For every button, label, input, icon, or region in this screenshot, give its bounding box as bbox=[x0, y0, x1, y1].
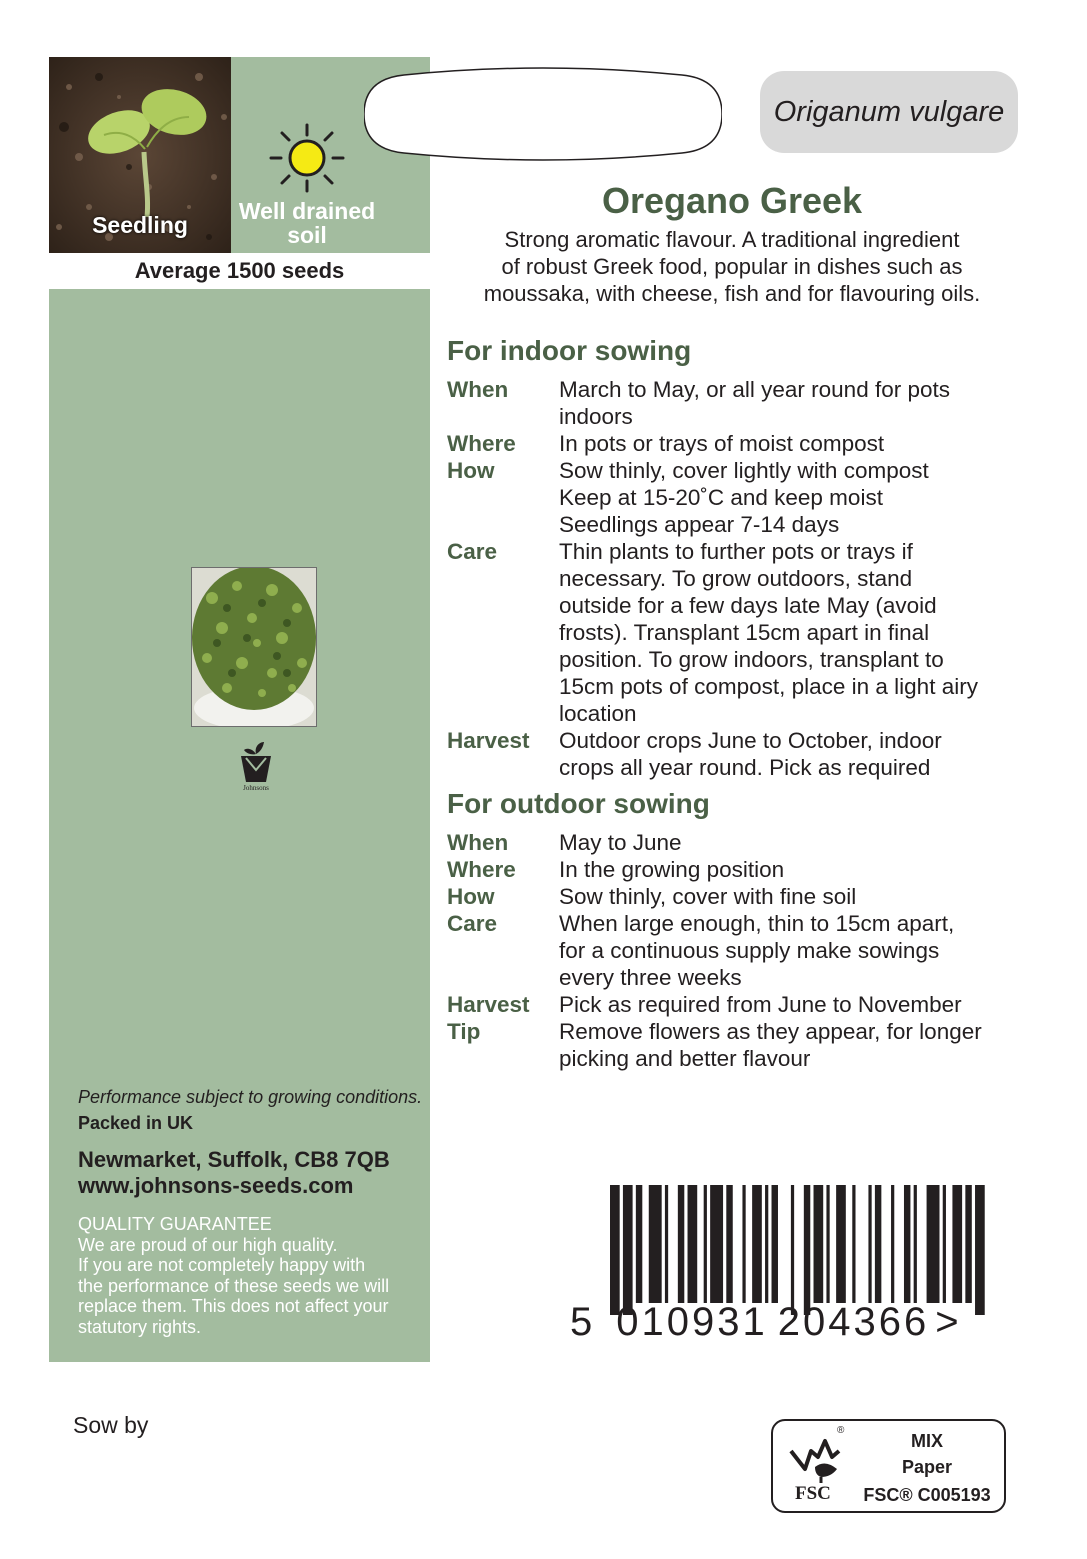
barcode-end-mark: > bbox=[935, 1300, 959, 1344]
row-line: outside for a few days late May (avoid bbox=[559, 593, 937, 618]
barcode-bar bbox=[678, 1185, 684, 1303]
fsc-certification bbox=[771, 1419, 1006, 1513]
fsc-code: FSC® C005193 bbox=[863, 1485, 991, 1505]
barcode-bar bbox=[610, 1185, 620, 1315]
barcode-bar bbox=[742, 1185, 745, 1303]
indoor-row-where bbox=[447, 430, 1027, 457]
guarantee-line: the performance of these seeds we will bbox=[78, 1275, 390, 1296]
outdoor-row-care bbox=[447, 910, 1027, 991]
barcode-bar bbox=[914, 1185, 917, 1303]
performance-note: Performance subject to growing conditions. bbox=[78, 1087, 423, 1107]
row-line: indoors bbox=[559, 404, 633, 429]
barcode-bar bbox=[791, 1185, 794, 1315]
row-key: Where bbox=[447, 857, 516, 882]
soil-label-line1: Well drained bbox=[238, 198, 376, 224]
barcode-bar bbox=[965, 1185, 971, 1303]
barcode-bar bbox=[710, 1185, 723, 1303]
barcode-bar bbox=[772, 1185, 778, 1303]
indoor-sowing-table bbox=[447, 376, 1027, 781]
row-line: crops all year round. Pick as required bbox=[559, 755, 931, 780]
guarantee-title: QUALITY GUARANTEE bbox=[78, 1214, 272, 1234]
product-title: Oregano Greek bbox=[601, 180, 863, 221]
row-value bbox=[559, 727, 1027, 781]
row-value bbox=[559, 910, 1027, 991]
barcode-bar bbox=[688, 1185, 698, 1303]
johnsons-logo-text: Johnsons bbox=[243, 784, 269, 792]
row-value bbox=[559, 457, 1027, 538]
row-key: Care bbox=[447, 911, 498, 936]
row-line: necessary. To grow outdoors, stand bbox=[559, 566, 913, 591]
barcode-group-2: 204366 bbox=[777, 1300, 930, 1344]
plant-photo bbox=[191, 567, 317, 727]
address: Newmarket, Suffolk, CB8 7QB bbox=[78, 1147, 390, 1172]
barcode-first-digit: 5 bbox=[570, 1300, 593, 1344]
row-line: March to May, or all year round for pots bbox=[559, 377, 950, 402]
intro-line: moussaka, with cheese, fish and for flavouring oils. bbox=[483, 281, 981, 306]
indoor-row-care bbox=[447, 538, 1027, 727]
sun-icon bbox=[269, 123, 345, 193]
johnsons-logo bbox=[238, 740, 274, 792]
outdoor-sowing-title: For outdoor sowing bbox=[447, 788, 710, 819]
barcode-bar bbox=[665, 1185, 668, 1303]
row-line: Outdoor crops June to October, indoor bbox=[559, 728, 942, 753]
row-line: Sow thinly, cover lightly with compost bbox=[559, 458, 929, 483]
row-key: How bbox=[447, 458, 495, 483]
barcode-number bbox=[570, 1300, 959, 1345]
barcode-bar bbox=[875, 1185, 881, 1303]
row-line: In the growing position bbox=[559, 857, 785, 882]
row-value bbox=[559, 856, 1027, 883]
outdoor-row-how bbox=[447, 883, 1027, 910]
outdoor-sowing-table bbox=[447, 829, 1027, 1072]
barcode-bar bbox=[804, 1185, 810, 1315]
guarantee-line: We are proud of our high quality. bbox=[78, 1234, 338, 1255]
row-value bbox=[559, 883, 1027, 910]
row-key: Tip bbox=[447, 1019, 481, 1044]
row-line: Seedlings appear 7-14 days bbox=[559, 512, 840, 537]
row-line: Keep at 15-20˚C and keep moist bbox=[559, 485, 883, 510]
barcode-bar bbox=[868, 1185, 871, 1303]
indoor-row-how bbox=[447, 457, 1027, 538]
row-key: When bbox=[447, 377, 509, 402]
guarantee-line: statutory rights. bbox=[78, 1316, 202, 1337]
barcode-bar bbox=[752, 1185, 762, 1303]
barcode-bar bbox=[704, 1185, 707, 1303]
barcode-bar bbox=[623, 1185, 633, 1315]
row-key: Care bbox=[447, 539, 498, 564]
sow-by-label: Sow by bbox=[73, 1412, 149, 1438]
barcode-bar bbox=[852, 1185, 855, 1303]
latin-name: Origanum vulgare bbox=[760, 71, 1018, 153]
packed-in: Packed in UK bbox=[78, 1113, 194, 1133]
fsc-mix: MIX bbox=[910, 1431, 943, 1451]
row-value bbox=[559, 538, 1027, 727]
barcode-bar bbox=[927, 1185, 940, 1303]
outdoor-row-when bbox=[447, 829, 1027, 856]
row-line: every three weeks bbox=[559, 965, 742, 990]
website: www.johnsons-seeds.com bbox=[78, 1173, 354, 1198]
row-key: When bbox=[447, 830, 509, 855]
row-value bbox=[559, 430, 1027, 457]
row-line: Remove flowers as they appear, for longer bbox=[559, 1019, 982, 1044]
soil-label-line2: soil bbox=[287, 222, 327, 248]
barcode-bar bbox=[636, 1185, 642, 1303]
barcode-bar bbox=[836, 1185, 846, 1303]
row-line: frosts). Transplant 15cm apart in final bbox=[559, 620, 930, 645]
row-value bbox=[559, 1018, 1027, 1072]
seedling-photo bbox=[49, 57, 231, 253]
row-line: Thin plants to further pots or trays if bbox=[559, 539, 913, 564]
barcode-bar bbox=[952, 1185, 962, 1303]
indoor-row-harvest bbox=[447, 727, 1027, 781]
barcode-group-1: 010931 bbox=[616, 1300, 768, 1344]
barcode-bar bbox=[814, 1185, 824, 1303]
quality-guarantee bbox=[78, 1214, 389, 1338]
outdoor-row-tip bbox=[447, 1018, 1027, 1072]
row-line: picking and better flavour bbox=[559, 1046, 811, 1071]
row-line: position. To grow indoors, transplant to bbox=[559, 647, 944, 672]
barcode bbox=[610, 1185, 990, 1315]
row-value bbox=[559, 376, 1027, 430]
row-line: When large enough, thin to 15cm apart, bbox=[559, 911, 955, 936]
row-line: 15cm pots of compost, place in a light airy bbox=[559, 674, 978, 699]
barcode-bar bbox=[904, 1185, 910, 1303]
indoor-sowing-title: For indoor sowing bbox=[447, 335, 692, 366]
fsc-registered-mark: ® bbox=[837, 1425, 845, 1436]
outdoor-row-harvest bbox=[447, 991, 1027, 1018]
barcode-bar bbox=[826, 1185, 829, 1303]
outdoor-row-where bbox=[447, 856, 1027, 883]
fsc-paper: Paper bbox=[901, 1457, 953, 1477]
seedling-label: Seedling bbox=[92, 212, 188, 238]
barcode-bar bbox=[765, 1185, 768, 1303]
fsc-logo-text: FSC bbox=[795, 1483, 831, 1504]
fsc-tree-icon bbox=[785, 1429, 851, 1485]
barcode-bar bbox=[943, 1185, 946, 1303]
row-line: In pots or trays of moist compost bbox=[559, 431, 885, 456]
intro-text bbox=[447, 226, 1017, 307]
guarantee-line: replace them. This does not affect your bbox=[78, 1296, 389, 1317]
barcode-bar bbox=[726, 1185, 732, 1303]
hang-tab-cutout bbox=[364, 67, 722, 161]
row-key: Harvest bbox=[447, 728, 530, 753]
guarantee-line: If you are not completely happy with bbox=[78, 1255, 366, 1276]
row-line: Pick as required from June to November bbox=[559, 992, 962, 1017]
row-line: May to June bbox=[559, 830, 682, 855]
intro-line: of robust Greek food, popular in dishes such as bbox=[501, 254, 963, 279]
intro-line: Strong aromatic flavour. A traditional ingredient bbox=[504, 227, 960, 252]
row-key: Where bbox=[447, 431, 516, 456]
row-value bbox=[559, 829, 1027, 856]
barcode-bar bbox=[975, 1185, 985, 1315]
row-value bbox=[559, 991, 1027, 1018]
row-key: How bbox=[447, 884, 495, 909]
row-line: for a continuous supply make sowings bbox=[559, 938, 940, 963]
row-line: location bbox=[559, 701, 637, 726]
row-line: Sow thinly, cover with fine soil bbox=[559, 884, 857, 909]
seed-count: Average 1500 seeds bbox=[49, 253, 430, 289]
indoor-row-when bbox=[447, 376, 1027, 430]
row-key: Harvest bbox=[447, 992, 530, 1017]
barcode-bar bbox=[649, 1185, 662, 1303]
barcode-bar bbox=[891, 1185, 894, 1303]
